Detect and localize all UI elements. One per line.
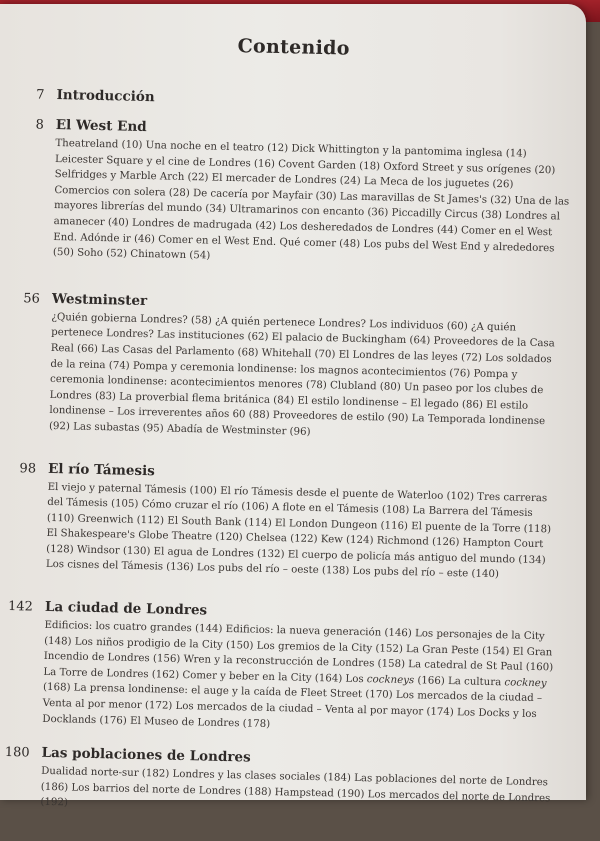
toc-entry: Dick Whittington y la pantomima inglesa (14) <box>291 143 527 160</box>
toc-entry: Tres carreras del Támesis (105) <box>47 491 548 511</box>
toc-entry: Una noche en el teatro (12) <box>145 140 289 155</box>
toc-entry: Richmond (126) <box>376 535 460 549</box>
toc-entry: Soho (52) <box>77 247 128 260</box>
toc-entry: La Gran Peste (154) <box>405 643 510 658</box>
toc-section <box>0 598 561 739</box>
toc-entry: Pompa y ceremonia londinense: acontecimientos menores (78) <box>49 368 518 392</box>
toc-entry: Oxford Street y sus orígenes (20) <box>383 161 556 176</box>
toc-entry: Las maravillas de St James's (32) <box>339 191 512 207</box>
toc-entry: Londres al amanecer (40) <box>53 210 561 229</box>
section-entries <box>53 136 572 272</box>
toc-entry: Comercios con solera (28) <box>54 184 190 199</box>
table-of-contents <box>0 30 574 840</box>
toc-entry: La proverbial flema británica (84) <box>119 391 295 407</box>
toc-entry: Las subastas (95) <box>73 421 164 435</box>
toc-section <box>2 459 564 584</box>
toc-entry: Whitehall (70) <box>261 347 336 361</box>
toc-entry: El agua de Londres (132) <box>153 546 285 561</box>
toc-entry: Los mercados de la ciudad – Venta al por menor (172) <box>42 690 543 712</box>
section-title: El río Támesis <box>47 460 155 479</box>
toc-entry: Comer en el West End. Qué comer (48) <box>158 233 361 250</box>
toc-sections <box>0 86 573 823</box>
toc-entry: Kew (124) <box>320 534 374 547</box>
toc-entry: Chelsea (122) <box>245 532 318 546</box>
toc-section <box>12 86 572 115</box>
toc-entry: La Temporada londinense (92) <box>48 413 546 433</box>
toc-entry: Comer y beber en la City (164) <box>182 669 343 685</box>
toc-entry: El Museo de Londres (178) <box>129 715 271 730</box>
toc-entry: Los soldados de la reina (74) <box>50 352 552 372</box>
toc-entry: ¿Quién gobierna Londres? (58) <box>51 311 212 327</box>
toc-entry: Comer en el West End. Adónde ir (46) <box>53 225 553 245</box>
toc-entry: Los pubs del río – este (140) <box>352 566 499 581</box>
toc-entry: El Londres de las leyes (72) <box>338 349 483 364</box>
toc-section <box>9 116 572 272</box>
toc-entry: Hampstead (190) <box>274 786 365 800</box>
toc-entry: Las poblaciones del norte de Londres (186) <box>40 773 549 794</box>
toc-entry: El Shakespeare's Globe Theatre (120) <box>46 528 243 544</box>
toc-entry: Los Docks y los Docklands (176) <box>42 707 537 727</box>
toc-entry: El palacio de Buckingham (64) <box>271 332 431 347</box>
toc-entry: El cuerpo de policía más antiguo del mundo (134) <box>287 549 546 567</box>
toc-entry: La Meca de los juguetes (26) <box>363 176 514 191</box>
toc-entry: Wren y la reconstrucción de Londres (158) <box>183 654 406 671</box>
toc-entry: El Gran Incendio de Londres (156) <box>43 646 553 666</box>
toc-entry: El río Támesis desde el puente de Waterloo (102) <box>220 485 475 503</box>
toc-entry: Theatreland (10) <box>55 137 143 151</box>
toc-entry: Cómo cruzar el río (106) <box>141 499 269 513</box>
toc-entry: Los niños prodigio de la City (150) <box>74 636 254 652</box>
section-title: Las poblaciones de Londres <box>41 745 251 766</box>
toc-entry: La cultura cockney (168) <box>42 675 547 694</box>
toc-entry: Los cisnes del Támesis (136) <box>45 559 194 574</box>
toc-entry: Los gremios de la City (152) <box>256 640 403 655</box>
section-entries <box>49 310 568 446</box>
toc-entry: El estilo londinense – El legado (86) <box>297 395 483 411</box>
section-page-number: 56 <box>23 291 41 307</box>
section-page-number: 98 <box>19 460 37 477</box>
toc-entry: Covent Garden (18) <box>278 158 381 172</box>
toc-entry: Proveedores de la Casa Real (66) <box>50 335 555 355</box>
toc-entry: Londres y las clases sociales (184) <box>172 769 352 785</box>
section-title: El West End <box>55 116 147 136</box>
toc-section <box>5 290 568 446</box>
section-title: Introducción <box>56 86 155 106</box>
toc-entry: Un paseo por los clubes de Londres (83) <box>49 382 544 403</box>
toc-entry: Clubland (80) <box>329 380 401 393</box>
toc-entry: El puente de la Torre (118) <box>411 520 552 535</box>
toc-entry: Windsor (130) <box>76 544 151 558</box>
toc-entry: Los mercados de la ciudad – Venta al por mayor (174) <box>175 700 454 719</box>
section-page-number: 142 <box>7 599 34 615</box>
toc-entry: Pompa y ceremonia londinense: los magnos acontecimientos (76) <box>132 360 471 379</box>
book-page <box>0 4 586 809</box>
toc-entry: Ultramarinos con encanto (36) <box>229 204 389 219</box>
toc-entry: ¿A quién pertenece Londres? Las instituciones (62) <box>51 321 517 344</box>
toc-section <box>0 744 558 822</box>
toc-entry: El South Bank (114) <box>167 515 272 529</box>
toc-entry: El estilo londinense – Los irreverentes años 60 (88) <box>49 399 529 422</box>
toc-entry: La catedral de St Paul (160) <box>408 659 554 674</box>
toc-entry: La Barrera del Támesis (110) <box>46 505 533 525</box>
toc-entry: A flote en el Támesis (108) <box>271 502 410 517</box>
toc-entry: Proveedores de estilo (90) <box>272 410 409 425</box>
section-entries <box>46 479 564 584</box>
section-title: La ciudad de Londres <box>44 598 208 619</box>
toc-entry: El mercader de Londres (24) <box>211 172 361 188</box>
toc-entry: Chinatown (54) <box>130 248 211 262</box>
section-page-number: 7 <box>36 87 45 103</box>
toc-entry: Los cockneys (166) <box>345 673 445 687</box>
toc-entry: La prensa londinense: el auge y la caída de Fleet Street (170) <box>73 682 393 702</box>
section-title: Westminster <box>51 290 148 309</box>
toc-entry: El viejo y paternal Támesis (100) <box>47 481 218 497</box>
toc-entry: Piccadilly Circus (38) <box>391 207 503 222</box>
page-title: Contenido <box>237 35 350 60</box>
toc-entry: Los pubs del río – oeste (138) <box>196 562 350 578</box>
section-page-number: 180 <box>4 745 30 761</box>
toc-entry: Los desheredados de Londres (44) <box>279 221 458 237</box>
toc-entry: Dualidad norte-sur (182) <box>41 766 170 780</box>
toc-entry: Selfridges y Marble Arch (22) <box>54 169 209 184</box>
toc-entry: Las Casas del Parlamento (68) <box>101 343 259 359</box>
toc-entry: Hampton Court (128) <box>46 537 544 556</box>
toc-entry: El London Dungeon (116) <box>274 517 409 532</box>
section-entries <box>40 764 557 822</box>
toc-entry: Los personajes de la City (148) <box>44 628 545 648</box>
toc-entry: Los barrios del norte de Londres (188) <box>71 782 272 798</box>
toc-entry: Londres de madrugada (42) <box>131 217 277 232</box>
section-heading <box>12 86 572 115</box>
toc-entry: Edificios: la nueva generación (146) <box>225 624 412 640</box>
toc-entry: Edificios: los cuatro grandes (144) <box>44 619 223 635</box>
toc-entry: Una de las mayores librerías del mundo (34) <box>53 195 570 216</box>
toc-entry: Greenwich (112) <box>77 513 165 527</box>
toc-entry: Abadía de Westminster (96) <box>166 423 311 438</box>
toc-entry: Los pubs del West End y alrededores (50) <box>52 238 555 259</box>
section-entries <box>42 618 560 739</box>
section-page-number: 8 <box>35 117 45 133</box>
toc-entry: ¿A quién pertenece Londres? Los individuos (60) <box>214 315 468 333</box>
toc-entry: De cacería por Mayfair (30) <box>192 187 337 203</box>
toc-entry: Los mercados del norte de Londres (192) <box>40 789 551 809</box>
toc-entry: La Torre de Londres (162) <box>43 666 180 681</box>
toc-entry: Leicester Square y el cine de Londres (16) <box>54 153 276 170</box>
